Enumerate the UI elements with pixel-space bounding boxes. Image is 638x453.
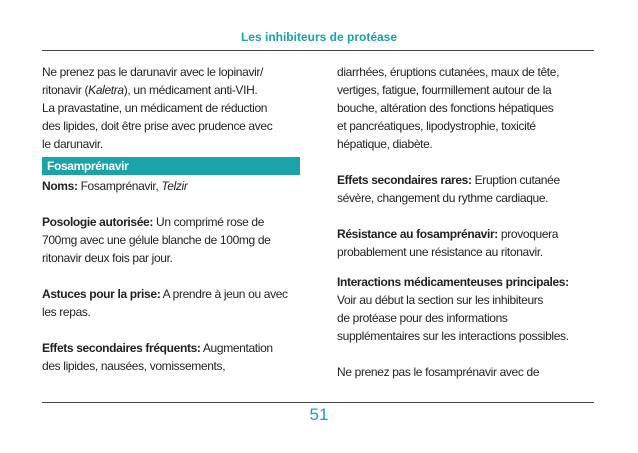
- dosage-line-2: 700mg avec une gélule blanche de 100mg de: [42, 233, 271, 247]
- right-column: [337, 63, 599, 381]
- dosage-label: Posologie autorisée:: [42, 215, 154, 229]
- intro-line-5: le darunavir.: [42, 137, 103, 151]
- intro-line-1: Ne prenez pas le darunavir avec le lopinavir/: [42, 65, 264, 79]
- frequent-label: Effets secondaires fréquents:: [42, 341, 201, 355]
- rare-text-1: Eruption cutanée: [471, 173, 560, 187]
- tips-line-1: [42, 285, 300, 303]
- side-effects-cont-2: vertiges, fatigue, fourmillement autour de la: [337, 83, 552, 97]
- tips-text-1: A prendre à jeun ou avec: [160, 287, 288, 301]
- rare-line-2: sévère, changement du rythme cardiaque.: [337, 191, 549, 205]
- dosage-text-1: Un comprimé rose de: [153, 215, 265, 229]
- dosage-line-3: ritonavir deux fois par jour.: [42, 251, 173, 265]
- page-header-title: Les inhibiteurs de protéase: [240, 30, 398, 44]
- left-column: [42, 63, 300, 375]
- intro-line-2: [42, 81, 300, 99]
- frequent-text-1: Augmentation: [200, 341, 273, 355]
- frequent-line-2: des lipides, nausées, vomissements,: [42, 359, 226, 373]
- frequent-line-1: [42, 339, 300, 357]
- side-effects-cont-1: diarrhées, éruptions cutanées, maux de tête,: [337, 65, 560, 79]
- section-title-fosamprenavir: Fosamprénavir: [42, 157, 300, 175]
- side-effects-cont-5: hépatique, diabète.: [337, 137, 433, 151]
- rare-label: Effets secondaires rares:: [337, 173, 472, 187]
- interactions-label: Interactions médicamenteuses principales:: [337, 275, 569, 289]
- tips-label: Astuces pour la prise:: [42, 287, 161, 301]
- tips-line-2: les repas.: [42, 305, 91, 319]
- intro-line-3: La pravastatine, un médicament de réduction: [42, 101, 268, 115]
- names-label: Noms:: [42, 179, 78, 193]
- side-effects-cont-4: et pancréatiques, lipodystrophie, toxicité: [337, 119, 536, 133]
- names-line: [42, 177, 300, 195]
- kaletra-brand: Kaletra: [88, 83, 124, 97]
- side-effects-cont-3: bouche, altération des fonctions hépatiques: [337, 101, 554, 115]
- resistance-label: Résistance au fosamprénavir:: [337, 227, 498, 241]
- intro-line-4: des lipides, doit être prise avec prudence avec: [42, 119, 273, 133]
- intro-line-2b: ), un médicament anti-VIH.: [123, 83, 258, 97]
- rare-line-1: [337, 171, 599, 189]
- header-divider: [42, 50, 594, 51]
- footer-divider: [42, 402, 594, 403]
- interactions-line-3: supplémentaires sur les interactions possibles.: [337, 329, 569, 343]
- resistance-text-1: provoquera: [497, 227, 559, 241]
- interactions-line-1: Voir au début la section sur les inhibiteurs: [337, 293, 544, 307]
- resistance-line-1: [337, 225, 599, 243]
- page-number: 51: [309, 405, 329, 424]
- telzir-brand: Telzir: [161, 179, 188, 193]
- names-text: Fosamprénavir,: [77, 179, 162, 193]
- intro-line-2a: ritonavir (: [42, 83, 89, 97]
- closing-line: Ne prenez pas le fosamprénavir avec de: [337, 365, 540, 379]
- dosage-line-1: [42, 213, 300, 231]
- resistance-line-2: probablement une résistance au ritonavir.: [337, 245, 543, 259]
- interactions-line-2: de protéase pour des informations: [337, 311, 508, 325]
